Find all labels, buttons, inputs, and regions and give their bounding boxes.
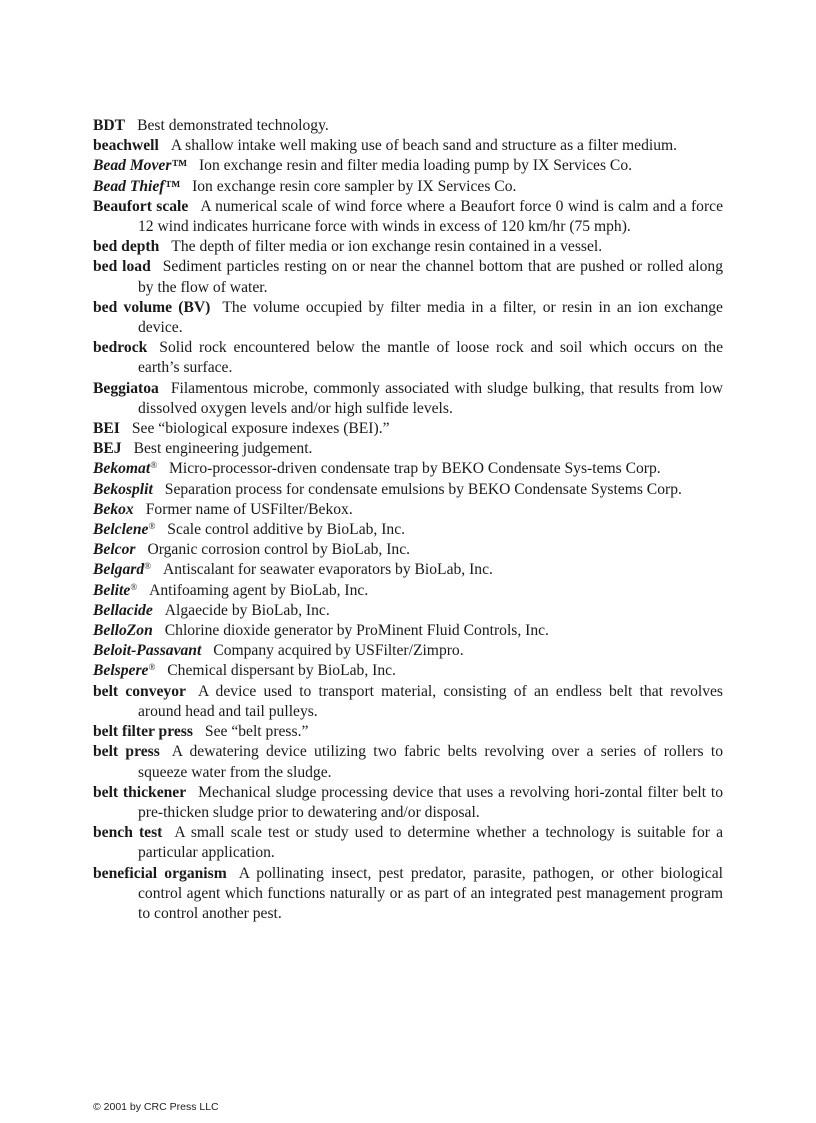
entry-term-text: Belcor [93, 541, 136, 559]
entry-definition: Chlorine dioxide generator by ProMinent Fluid Controls, Inc. [164, 622, 549, 640]
entry-definition: Separation process for condensate emulsions by BEKO Condensate Systems Corp. [164, 480, 682, 498]
glossary-entry [93, 520, 723, 540]
entry-term-text: Bead Thief™ [93, 177, 181, 195]
entry-term [93, 238, 159, 255]
entry-term-text: Belgard [93, 561, 145, 579]
glossary-entry [93, 298, 723, 338]
entry-term [93, 622, 153, 639]
entry-definition: A numerical scale of wind force where a Beaufort force 0 wind is calm and a force 12 wind indicates hurricane force with winds in excess of 120 km/hr (75 mph). [138, 197, 724, 236]
entry-term-text: beneficial organism [93, 864, 227, 882]
entry-definition: Company acquired by USFilter/Zimpro. [213, 642, 464, 660]
glossary-entry [93, 257, 723, 297]
glossary-entry [93, 480, 723, 500]
entry-term-text: BDT [93, 117, 126, 134]
glossary-entry [93, 338, 723, 378]
entry-term-text: belt thickener [93, 783, 187, 801]
glossary-entry [93, 742, 723, 782]
glossary-entry [93, 197, 723, 237]
entry-term [93, 602, 153, 619]
registered-mark: ® [148, 521, 156, 532]
entry-term-text: belt filter press [93, 723, 193, 741]
entry-term-text: bench test [93, 824, 163, 842]
entry-term-text: beachwell [93, 137, 159, 155]
entry-term-text: Bead Mover™ [93, 157, 187, 175]
entry-term [93, 541, 135, 558]
entry-definition: Antiscalant for seawater evaporators by BioLab, Inc. [162, 561, 493, 579]
glossary-entry [93, 379, 723, 419]
glossary-entry [93, 560, 723, 580]
glossary-entry [93, 500, 723, 520]
glossary-entry [93, 722, 723, 742]
entry-term [93, 339, 147, 356]
entry-term-text: bed load [93, 258, 151, 276]
entry-definition: Antifoaming agent by BioLab, Inc. [149, 581, 369, 599]
entry-definition: Micro-processor-driven condensate trap by BEKO Condensate Sys-tems Corp. [169, 460, 661, 478]
entry-term-text: Bekomat [93, 460, 151, 478]
entry-term [93, 501, 134, 518]
entry-definition: Ion exchange resin and filter media loading pump by IX Services Co. [198, 157, 633, 175]
entry-term-text: bedrock [93, 339, 148, 357]
entry-term [93, 117, 125, 134]
entry-definition: Chemical dispersant by BioLab, Inc. [167, 662, 396, 680]
glossary-entry [93, 661, 723, 681]
entry-term-text: Beggiatoa [93, 379, 159, 397]
entry-term-text: BEI [93, 420, 120, 438]
entry-term [93, 824, 162, 841]
entry-definition: Filamentous microbe, commonly associated with sludge bulking, that results from low dissolved oxygen levels and/or high sulfide levels. [138, 379, 723, 417]
glossary-entry [93, 459, 723, 479]
glossary-entry [93, 864, 723, 925]
glossary-entry [93, 540, 723, 560]
entry-term [93, 683, 186, 700]
entry-term [93, 420, 120, 437]
glossary-entry [93, 601, 723, 621]
entry-definition: Algaecide by BioLab, Inc. [164, 601, 330, 619]
entry-definition: See “belt press.” [204, 723, 309, 741]
glossary-entry [93, 783, 723, 823]
registered-mark: ® [130, 581, 138, 592]
glossary-entry [93, 581, 723, 601]
entry-term [93, 642, 201, 659]
entry-term-text: bed volume (BV) [93, 298, 211, 316]
entry-term [93, 521, 155, 538]
glossary-entry [93, 621, 723, 641]
entry-term-text: Belclene [93, 521, 149, 539]
glossary-entry [93, 823, 723, 863]
entry-term-text: belt press [93, 743, 160, 761]
entry-definition: Sediment particles resting on or near the channel bottom that are pushed or rolled along by the flow of water. [138, 258, 723, 296]
entry-term-text: BEJ [93, 440, 122, 458]
entry-term [93, 157, 187, 174]
glossary-entry [93, 177, 723, 197]
entry-definition: The depth of filter media or ion exchange resin contained in a vessel. [171, 238, 603, 256]
entry-definition: Solid rock encountered below the mantle of loose rock and soil which occurs on the earth’s surface. [138, 339, 723, 377]
registered-mark: ® [150, 460, 158, 471]
entry-term-text: Belite [93, 581, 131, 599]
glossary-entry [93, 641, 723, 661]
entry-term [93, 865, 227, 882]
entry-term [93, 380, 159, 397]
entry-definition: Scale control additive by BioLab, Inc. [167, 521, 406, 539]
registered-mark: ® [144, 561, 151, 572]
glossary-entry [93, 136, 723, 156]
entry-definition: Former name of USFilter/Bekox. [145, 500, 353, 518]
entry-term-text: Belspere [93, 662, 149, 680]
entry-term [93, 561, 151, 578]
entry-term [93, 440, 122, 457]
entry-term-text: Bekox [93, 500, 134, 518]
registered-mark: ® [148, 662, 156, 673]
entry-definition: A dewatering device utilizing two fabric belts revolving over a series of rollers to squeeze water from the sludge. [138, 743, 724, 781]
entry-term [93, 299, 210, 316]
entry-term-text: BelloZon [93, 622, 153, 640]
entry-term [93, 662, 155, 679]
entry-term [93, 723, 193, 740]
entry-definition: Ion exchange resin core sampler by IX Services Co. [192, 177, 517, 195]
entry-term-text: bed depth [93, 238, 160, 256]
glossary-entry [93, 116, 723, 136]
entry-term-text: Beloit-Passavant [93, 642, 202, 660]
glossary-entry [93, 419, 723, 439]
entry-term [93, 582, 137, 599]
entry-term [93, 137, 159, 154]
entry-definition: A small scale test or study used to determine whether a technology is suitable for a particular application. [138, 824, 723, 862]
glossary-entry [93, 682, 723, 722]
entry-term [93, 460, 157, 477]
glossary-entry [93, 237, 723, 257]
entry-term [93, 481, 153, 498]
entry-definition: See “biological exposure indexes (BEI).” [131, 420, 390, 438]
glossary-entry [93, 439, 723, 459]
glossary-entry [93, 156, 723, 176]
entry-term-text: belt conveyor [93, 682, 186, 700]
entry-definition: Organic corrosion control by BioLab, Inc. [147, 541, 411, 559]
entry-definition: A shallow intake well making use of beach sand and structure as a filter medium. [170, 137, 678, 155]
entry-term-text: Bellacide [93, 601, 153, 619]
entry-definition: The volume occupied by filter media in a filter, or resin in an ion exchange device. [138, 298, 723, 337]
entry-term [93, 743, 160, 760]
entry-term-text: Bekosplit [93, 480, 153, 498]
entry-definition: Best demonstrated technology. [137, 117, 329, 134]
entry-term [93, 178, 180, 195]
copyright-footer: © 2001 by CRC Press LLC [93, 1101, 219, 1113]
entry-definition: Best engineering judgement. [133, 440, 313, 458]
entry-term [93, 198, 188, 215]
entry-term-text: Beaufort scale [93, 197, 189, 215]
glossary-entries [93, 116, 723, 924]
entry-term [93, 258, 151, 275]
entry-term [93, 784, 186, 801]
entry-definition: A device used to transport material, consisting of an endless belt that revolves around head and tail pulleys. [138, 682, 723, 720]
entry-definition: A pollinating insect, pest predator, parasite, pathogen, or other biological control agent which functions naturally or as part of an integrated pest management program to control another pest. [138, 864, 723, 922]
entry-definition: Mechanical sludge processing device that uses a revolving hori-zontal filter belt to pre-thicken sludge prior to dewatering and/or disposal. [138, 783, 723, 821]
